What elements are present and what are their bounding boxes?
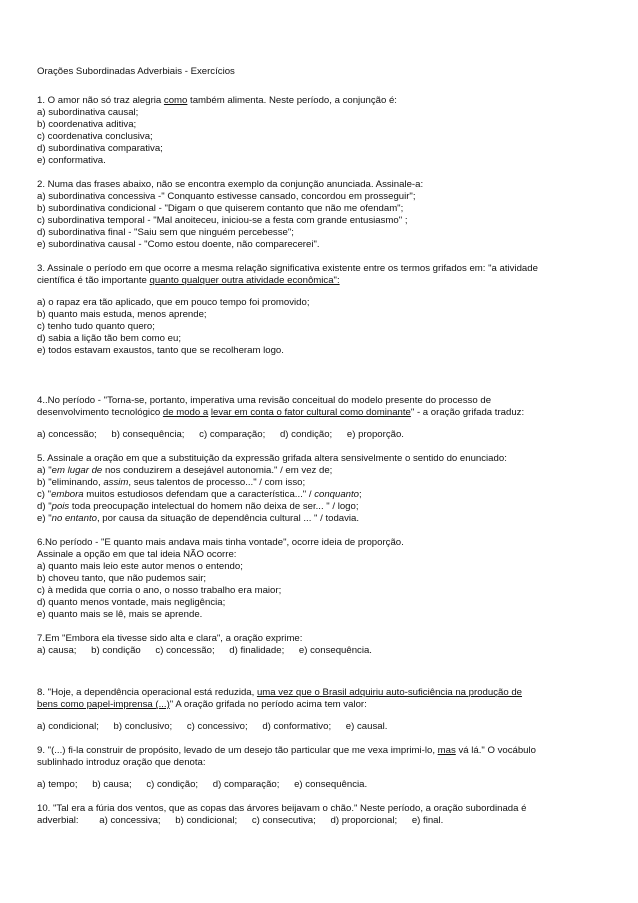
question-8-options bbox=[37, 721, 607, 733]
question-3-stem-line-2 bbox=[37, 275, 607, 287]
option: d) subordinativa comparativa; bbox=[37, 143, 163, 154]
option-text: a) " bbox=[37, 465, 52, 476]
option bbox=[37, 465, 607, 477]
option: a) tempo; bbox=[37, 779, 78, 790]
italic-term: em lugar de bbox=[51, 465, 103, 476]
option: b) subordinativa condicional - "Digam o que quiserem contanto que não me ofendam"; bbox=[37, 203, 404, 214]
italic-term: assim bbox=[103, 477, 129, 488]
option: c) concessivo; bbox=[186, 721, 248, 732]
option: e) causal. bbox=[345, 721, 388, 732]
option: e) consequência. bbox=[294, 779, 368, 790]
stem-text: desenvolvimento tecnológico bbox=[37, 407, 163, 418]
stem-text: também alimenta. Neste período, a conjunção é: bbox=[187, 95, 397, 106]
stem-text: 9. "(...) fi-la construir de propósito, levado de um desejo tão particular que me vexa imprimi-lo, bbox=[37, 745, 438, 756]
document-page bbox=[37, 66, 607, 839]
option: b) condicional; bbox=[175, 815, 238, 826]
option: a) subordinativa causal; bbox=[37, 107, 139, 118]
option-text: toda preocupação intelectual do homem não deixa de ser... " / logo; bbox=[69, 501, 359, 512]
option: a) concessiva; bbox=[99, 815, 161, 826]
option: b) choveu tanto, que não pudemos sair; bbox=[37, 573, 207, 584]
underlined-term: de modo a bbox=[162, 407, 209, 418]
option-text: , seus talentos de processo..." / com isso; bbox=[128, 477, 306, 488]
option: b) quanto mais estuda, menos aprende; bbox=[37, 309, 207, 320]
italic-term: conquanto bbox=[314, 489, 359, 500]
stem-text: " - a oração grifada traduz: bbox=[410, 407, 525, 418]
underlined-term: como bbox=[163, 95, 188, 106]
question-4-options bbox=[37, 429, 607, 441]
question-9-stem-line-1 bbox=[37, 745, 607, 757]
question-10-options bbox=[37, 815, 607, 827]
question-4-stem-line-1: 4..No período - "Torna-se, portanto, imperativa uma revisão conceitual do modelo presente do processo de bbox=[37, 395, 492, 406]
italic-term: no entanto bbox=[51, 513, 97, 524]
option bbox=[37, 489, 607, 501]
stem-text: adverbial: bbox=[37, 815, 79, 826]
question-9-options bbox=[37, 779, 607, 791]
option: b) coordenativa aditiva; bbox=[37, 119, 137, 130]
stem-text: " A oração grifada no período acima tem valor: bbox=[169, 699, 367, 710]
stem-text: científica é tão importante bbox=[37, 275, 150, 286]
question-6 bbox=[37, 537, 607, 621]
question-9 bbox=[37, 745, 607, 791]
question-6-stem-line-1: 6.No período - "E quanto mais andava mais tinha vontade", ocorre ideia de proporção. bbox=[37, 537, 404, 548]
question-2 bbox=[37, 179, 607, 251]
question-9-stem-line-2: sublinhado introduz oração que denota: bbox=[37, 757, 206, 768]
option: d) condição; bbox=[279, 429, 333, 440]
question-5-stem: 5. Assinale a oração em que a substituição da expressão grifada altera sensivelmente o sentido do enunciado: bbox=[37, 453, 507, 464]
option: d) finalidade; bbox=[229, 645, 285, 656]
option bbox=[37, 477, 607, 489]
option-text: d) " bbox=[37, 501, 52, 512]
option: d) subordinativa final - "Saiu sem que ninguém percebesse"; bbox=[37, 227, 294, 238]
option: a) quanto mais leio este autor menos o entendo; bbox=[37, 561, 243, 572]
italic-term: pois bbox=[51, 501, 70, 512]
question-8 bbox=[37, 687, 607, 733]
underlined-term: mas bbox=[437, 745, 456, 756]
underlined-term: levar em conta o fator cultural como dominante bbox=[210, 407, 411, 418]
underlined-term: quanto qualquer outra atividade econômica": bbox=[149, 275, 340, 286]
option: c) à medida que corria o ano, o nosso trabalho era maior; bbox=[37, 585, 282, 596]
option-text: ; bbox=[359, 489, 362, 500]
option: a) causa; bbox=[37, 645, 77, 656]
option: c) condição; bbox=[146, 779, 199, 790]
italic-term: embora bbox=[51, 489, 84, 500]
option: b) conclusivo; bbox=[113, 721, 173, 732]
question-7-options bbox=[37, 645, 607, 657]
option-text: b) "eliminando, bbox=[37, 477, 104, 488]
stem-text: vá lá." O vocábulo bbox=[455, 745, 536, 756]
option: d) quanto menos vontade, mais negligência; bbox=[37, 597, 226, 608]
page-title: Orações Subordinadas Adverbiais - Exercícios bbox=[37, 66, 235, 77]
question-2-stem: 2. Numa das frases abaixo, não se encontra exemplo da conjunção anunciada. Assinale-a: bbox=[37, 179, 424, 190]
underlined-term: uma vez que o Brasil adquiriu auto-suficiência na produção de bbox=[256, 687, 523, 698]
question-10 bbox=[37, 803, 607, 827]
option: d) sabia a lição tão bem como eu; bbox=[37, 333, 181, 344]
question-7-stem: 7.Em "Embora ela tivesse sido alta e clara", a oração exprime: bbox=[37, 633, 303, 644]
stem-text: 1. O amor não só traz alegria bbox=[37, 95, 164, 106]
question-1-stem bbox=[37, 95, 607, 107]
stem-text: 8. "Hoje, a dependência operacional está reduzida, bbox=[37, 687, 257, 698]
option-text: c) " bbox=[37, 489, 52, 500]
option: c) concessão; bbox=[155, 645, 215, 656]
option: a) subordinativa concessiva -" Conquanto estivesse cansado, concordou em prosseguir"; bbox=[37, 191, 416, 202]
option: c) tenho tudo quanto quero; bbox=[37, 321, 155, 332]
question-5 bbox=[37, 453, 607, 525]
question-1 bbox=[37, 95, 607, 167]
option: e) conformativa. bbox=[37, 155, 106, 166]
question-8-stem-line-1 bbox=[37, 687, 607, 699]
option: e) consequência. bbox=[298, 645, 372, 656]
question-3-stem-line-1: 3. Assinale o período em que ocorre a mesma relação significativa existente entre os termos grifados em: "a atividade bbox=[37, 263, 538, 274]
option: b) consequência; bbox=[111, 429, 185, 440]
question-4-stem-line-2 bbox=[37, 407, 607, 419]
option: c) consecutiva; bbox=[251, 815, 316, 826]
option: d) conformativo; bbox=[262, 721, 332, 732]
option: e) quanto mais se lê, mais se aprende. bbox=[37, 609, 203, 620]
option: e) final. bbox=[411, 815, 444, 826]
option-text: nos conduzirem a desejável autonomia." / em vez de; bbox=[102, 465, 333, 476]
option bbox=[37, 501, 607, 513]
option: a) condicional; bbox=[37, 721, 99, 732]
option bbox=[37, 513, 607, 525]
option: e) proporção. bbox=[346, 429, 404, 440]
question-8-stem-line-2 bbox=[37, 699, 607, 711]
option: e) todos estavam exaustos, tanto que se recolheram logo. bbox=[37, 345, 284, 356]
option: e) subordinativa causal - "Como estou doente, não comparecerei". bbox=[37, 239, 320, 250]
option: a) o rapaz era tão aplicado, que em pouco tempo foi promovido; bbox=[37, 297, 310, 308]
question-3 bbox=[37, 263, 607, 357]
underlined-term: bens como papel-imprensa (...) bbox=[37, 699, 170, 710]
option: b) causa; bbox=[92, 779, 132, 790]
option: b) condição bbox=[91, 645, 141, 656]
option: c) coordenativa conclusiva; bbox=[37, 131, 153, 142]
question-7 bbox=[37, 633, 607, 657]
option: c) subordinativa temporal - "Mal anoiteceu, iniciou-se a festa com grande entusiasmo" ; bbox=[37, 215, 408, 226]
question-10-stem-line-1: 10. "Tal era a fúria dos ventos, que as copas das árvores beijavam o chão." Neste período, a oração subordinada é bbox=[37, 803, 527, 814]
option: d) proporcional; bbox=[330, 815, 398, 826]
question-4 bbox=[37, 395, 607, 441]
option: a) concessão; bbox=[37, 429, 97, 440]
option-text: e) " bbox=[37, 513, 52, 524]
option: d) comparação; bbox=[212, 779, 280, 790]
option-text: , por causa da situação de dependência cultural ... " / todavia. bbox=[96, 513, 360, 524]
option-text: muitos estudiosos defendam que a característica..." / bbox=[83, 489, 315, 500]
option: c) comparação; bbox=[199, 429, 266, 440]
question-6-stem-line-2: Assinale a opção em que tal ideia NÃO ocorre: bbox=[37, 549, 237, 560]
